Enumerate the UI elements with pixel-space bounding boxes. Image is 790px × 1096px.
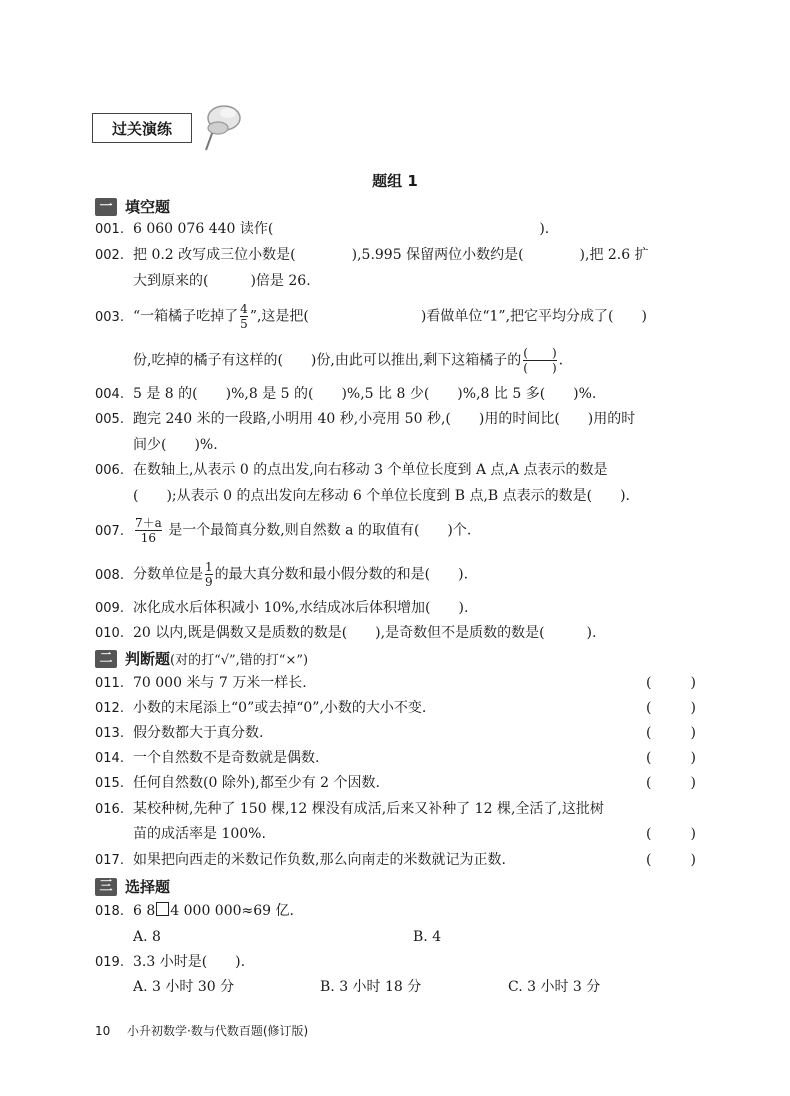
section-fill-in: [95, 196, 170, 217]
question-001: 001. 6 060 076 440 读作( ).: [95, 221, 550, 237]
question-016-line2: 苗的成活率是 100%.: [133, 826, 266, 842]
pushpin-icon: [188, 98, 248, 158]
question-006-line2: ( );从表示 0 的点出发向左移动 6 个单位长度到 B 点,B 点表示的数是( ).: [133, 488, 631, 504]
question-002: 002. 把 0.2 改写成三位小数是( ),5.995 保留两位小数约是( ),把 2.6 扩: [95, 247, 649, 263]
answer-blank[interactable]: ( ): [646, 750, 696, 766]
page-footer: [95, 1022, 308, 1039]
section-number: 一: [95, 198, 117, 216]
page-number: 10: [95, 1024, 111, 1038]
fraction: $\frac{1}{9}$: [205, 560, 213, 589]
section-title: 判断题: [125, 650, 171, 668]
question-006: 006. 在数轴上,从表示 0 的点出发,向右移动 3 个单位长度到 A 点,A 点表示的数是: [95, 462, 608, 478]
question-005: 005. 跑完 240 米的一段路,小明用 40 秒,小亮用 50 秒,( )用的时间比( )用的时: [95, 411, 636, 427]
answer-blank[interactable]: ( ): [646, 775, 696, 791]
option-a[interactable]: A. 8: [133, 929, 161, 945]
section-instruction: (对的打“√”,错的打“×”): [170, 653, 309, 668]
answer-blank[interactable]: ( ): [646, 826, 696, 842]
question-015: 015. 任何自然数(0 除外),都至少有 2 个因数.: [95, 775, 380, 791]
blank-square-icon: [156, 902, 169, 916]
question-016: 016. 某校种树,先种了 150 棵,12 棵没有成活,后来又补种了 12 棵,全活了,这批树: [95, 801, 604, 817]
option-a[interactable]: A. 3 小时 30 分: [133, 979, 235, 995]
option-c[interactable]: C. 3 小时 3 分: [508, 979, 601, 995]
option-b[interactable]: B. 3 小时 18 分: [320, 979, 422, 995]
question-005-line2: 间少( )%.: [133, 437, 218, 453]
question-010: 010. 20 以内,既是偶数又是质数的数是( ),是奇数但不是质数的数是( ).: [95, 625, 597, 641]
question-019: 019. 3.3 小时是( ).: [95, 954, 246, 970]
group-title: 题组 1: [372, 172, 418, 190]
answer-blank[interactable]: ( ): [646, 852, 696, 868]
question-013: 013. 假分数都大于真分数.: [95, 725, 264, 741]
answer-blank[interactable]: ( ): [646, 700, 696, 716]
question-018: 018. 6 8 4 000 000≈69 亿.: [95, 903, 294, 919]
answer-blank[interactable]: ( ): [646, 725, 696, 741]
question-011: 011. 70 000 米与 7 万米一样长.: [95, 675, 307, 691]
question-003: 003. “一箱橘子吃掉了 $\frac{4}{5}$ ”,这是把( )看做单位“1”,把它平均分成了( ): [95, 302, 647, 331]
question-004: 004. 5 是 8 的( )%,8 是 5 的( )%,5 比 8 少( )%,8 比 5 多( )%.: [95, 386, 597, 402]
question-007: 007. $\frac{7+a}{16}$ 是一个最简真分数,则自然数 a 的取值有( )个.: [95, 516, 472, 545]
section-multiple-choice: [95, 876, 170, 897]
fraction: $\frac{4}{5}$: [240, 302, 248, 331]
question-008: 008. 分数单位是 $\frac{1}{9}$ 的最大真分数和最小假分数的和是( ).: [95, 560, 469, 589]
option-b[interactable]: B. 4: [413, 929, 442, 945]
question-002-line2: 大到原来的( )倍是 26.: [133, 273, 311, 289]
section-title: 填空题: [125, 198, 171, 216]
section-title: 选择题: [125, 878, 171, 896]
section-badge: 过关演练: [92, 113, 192, 143]
question-017: 017. 如果把向西走的米数记作负数,那么向南走的米数就记为正数.: [95, 852, 506, 868]
section-number: 二: [95, 650, 117, 668]
book-title: 小升初数学·数与代数百题(修订版): [127, 1024, 309, 1038]
answer-blank[interactable]: ( ): [646, 675, 696, 691]
fraction: $\frac{7+a}{16}$: [135, 516, 162, 545]
question-012: 012. 小数的末尾添上“0”或去掉“0”,小数的大小不变.: [95, 700, 427, 716]
question-014: 014. 一个自然数不是奇数就是偶数.: [95, 750, 320, 766]
blank-fraction: $\frac{( )}{( )}$: [523, 346, 557, 375]
section-true-false: [95, 648, 308, 669]
question-003-line2: 份,吃掉的橘子有这样的( )份,由此可以推出,剩下这箱橘子的 $\frac{( )}{( )}$ .: [133, 346, 564, 375]
section-number: 三: [95, 878, 117, 896]
question-009: 009. 冰化成水后体积减小 10%,水结成冰后体积增加( ).: [95, 600, 469, 616]
